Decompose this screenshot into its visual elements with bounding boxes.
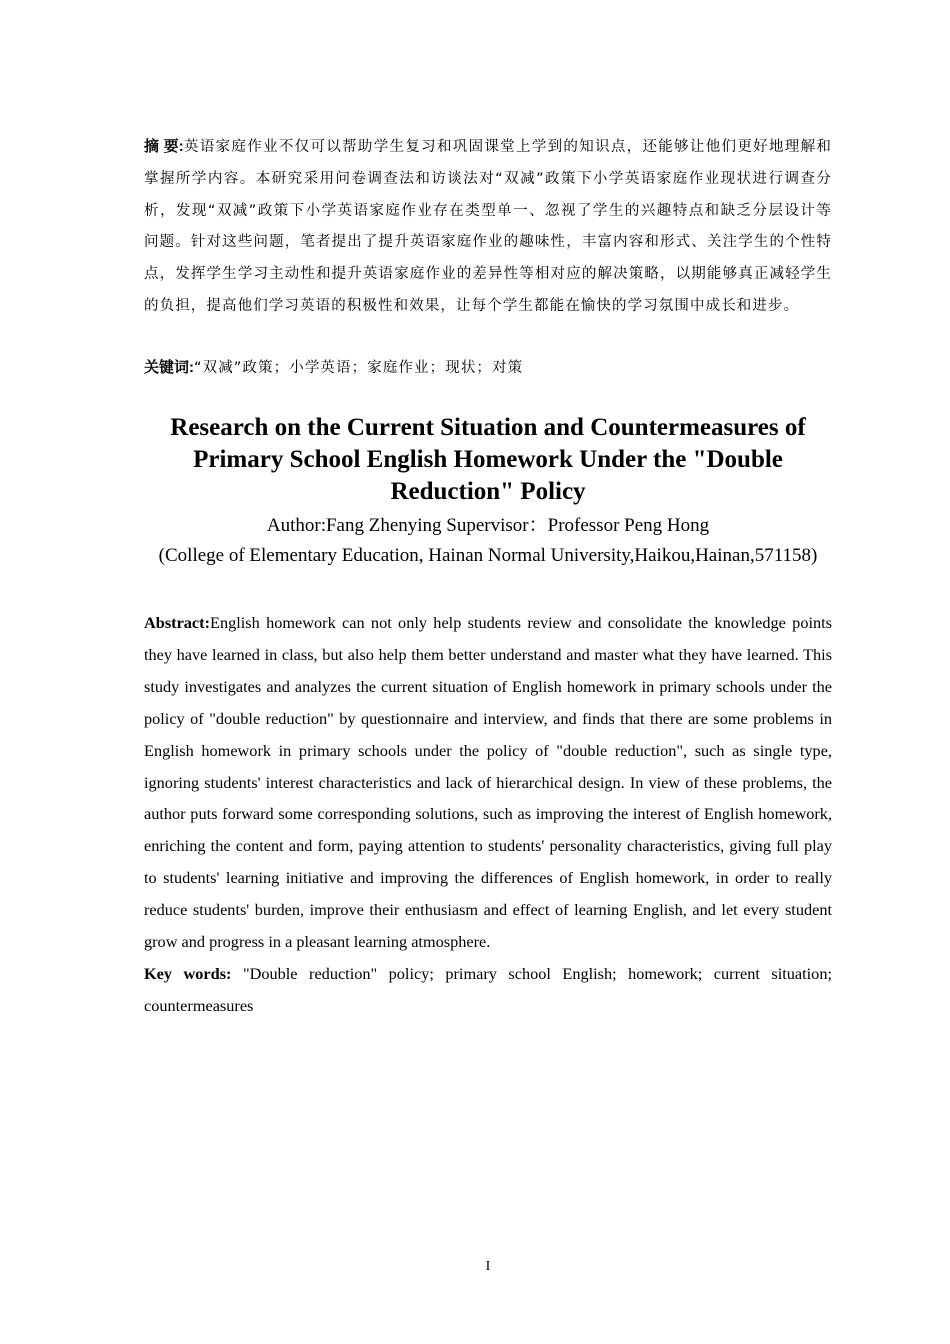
chinese-abstract-label: 摘 要:: [144, 138, 184, 155]
english-keywords: [144, 958, 832, 1022]
chinese-abstract: [144, 131, 832, 323]
page-number: I: [485, 1259, 491, 1274]
affiliation-line: (College of Elementary Education, Hainan Normal University,Haikou,Hainan,571158): [158, 545, 818, 566]
english-abstract-label: Abstract:: [144, 613, 211, 632]
chinese-keywords-label: 关键词:: [144, 359, 194, 376]
english-keywords-text: "Double reduction" policy; primary school English; homework; current situation; countermeasures: [144, 964, 832, 1015]
english-keywords-label: Key words:: [144, 964, 232, 983]
english-abstract-text: English homework can not only help students review and consolidate the knowledge points they have learned in class, but also help them better understand and master what they have learned. This study investigates and analyzes the current situation of English homework in primary schools under the policy of "double reduction" by questionnaire and interview, and finds that there are some problems in English homework in primary schools under the policy of "double reduction", such as single type, ignoring students' interest characteristics and lack of hierarchical design. In view of these problems, the author puts forward some corresponding solutions, such as improving the interest of English homework, enriching the content and form, paying attention to students' personality characteristics, giving full play to students' learning initiative and improving the differences of English homework, in order to really reduce students' burden, improve their enthusiasm and effect of learning English, and let every student grow and progress in a pleasant learning atmosphere.: [144, 613, 832, 952]
english-title: Research on the Current Situation and Countermeasures of Primary School English Homework Under the "Double Reduction" Policy: [170, 414, 806, 505]
author-line: Author:Fang Zhenying Supervisor：Professor Peng Hong: [266, 515, 710, 536]
chinese-keywords: [144, 353, 832, 383]
chinese-abstract-text: 英语家庭作业不仅可以帮助学生复习和巩固课堂上学到的知识点，还能够让他们更好地理解和掌握所学内容。本研究采用问卷调查法和访谈法对“双减”政策下小学英语家庭作业现状进行调查分析，发现“双减”政策下小学英语家庭作业存在类型单一、忽视了学生的兴趣特点和缺乏分层设计等问题。针对这些问题，笔者提出了提升英语家庭作业的趣味性，丰富内容和形式、关注学生的个性特点，发挥学生学习主动性和提升英语家庭作业的差异性等相对应的解决策略，以期能够真正减轻学生的负担，提高他们学习英语的积极性和效果，让每个学生都能在愉快的学习氛围中成长和进步。: [144, 139, 832, 314]
english-abstract: [144, 607, 832, 958]
chinese-keywords-text: “双减”政策；小学英语；家庭作业；现状；对策: [194, 360, 524, 376]
